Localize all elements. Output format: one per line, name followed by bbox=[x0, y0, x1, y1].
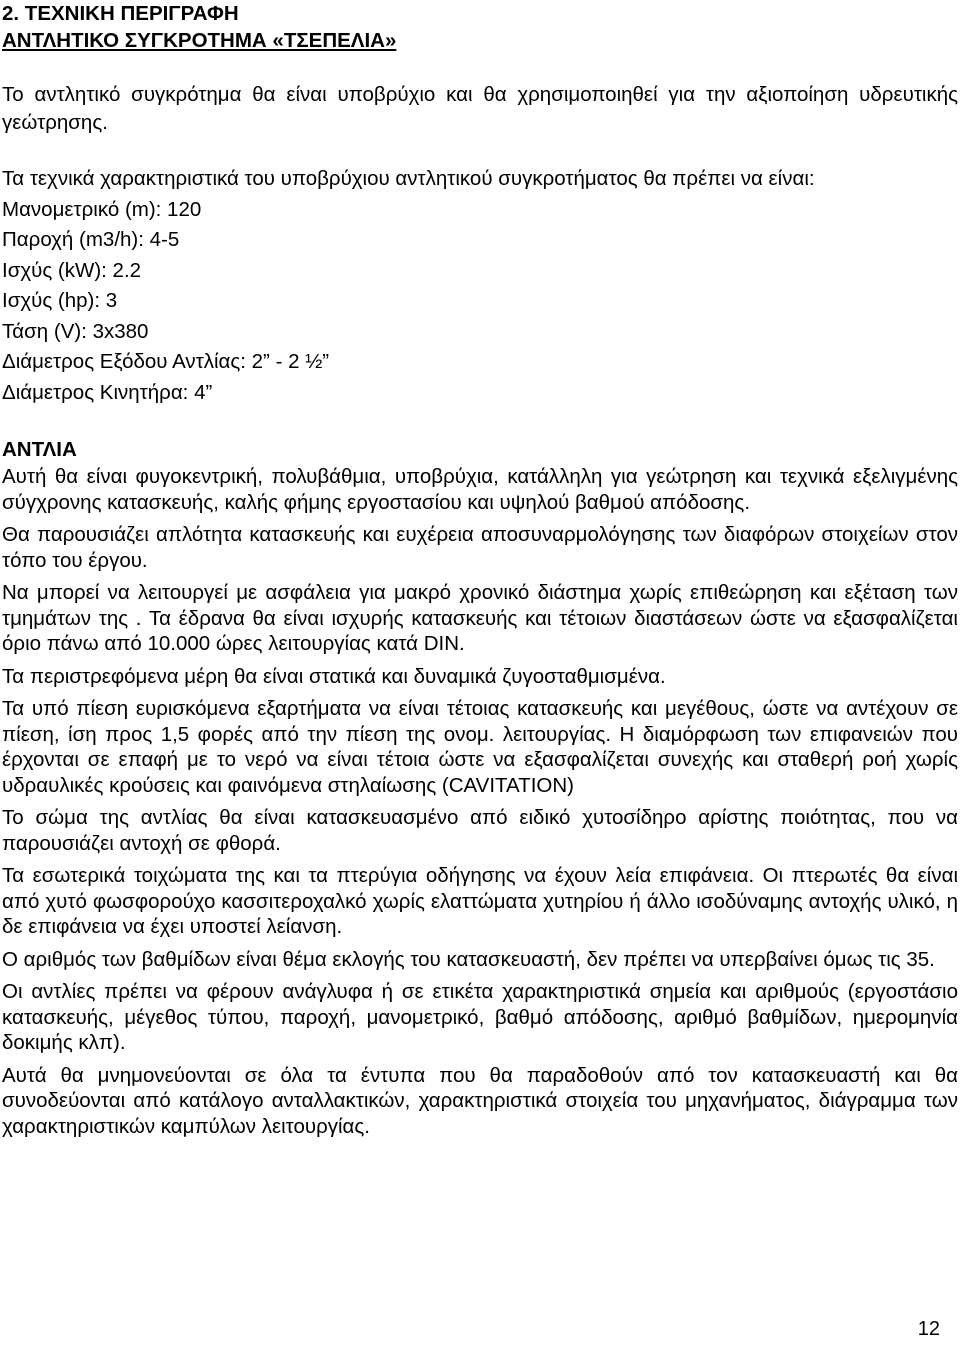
pump-section bbox=[2, 436, 958, 1139]
pump-heading: ΑΝΤΛΙΑ bbox=[2, 438, 77, 461]
spacer bbox=[2, 54, 958, 81]
spacer bbox=[2, 408, 958, 436]
pump-paragraph: Αυτή θα είναι φυγοκεντρική, πολυβάθμια, υποβρύχια, κατάλληλη για γεώτρηση και τεχνικά εξελιγμένης σύγχρονης κατασκευής, καλής φήμης εργοστασίου και υψηλού βαθμού απόδοσης. bbox=[2, 465, 958, 514]
pump-paragraph: Αυτά θα μνημονεύονται σε όλα τα έντυπα που θα παραδοθούν από τον κατασκευαστή και θα συνοδεύονται από κατάλογο ανταλλακτικών, χαρακτηριστικά στοιχεία του μηχανήματος, διάγραμμα των χαρακτηριστικών καμπύλων λειτουργίας. bbox=[2, 1063, 958, 1138]
spec-list bbox=[2, 164, 958, 408]
pump-paragraph: Το σώμα της αντλίας θα είναι κατασκευασμένο από ειδικό χυτοσίδηρο αρίστης ποιότητας, που να παρουσιάζει αντοχή σε φθορά. bbox=[2, 806, 958, 855]
pump-paragraph: Τα περιστρεφόμενα μέρη θα είναι στατικά και δυναμικά ζυγοσταθμισμένα. bbox=[2, 664, 666, 688]
spec-item: Μανομετρικό (m): 120 bbox=[2, 197, 202, 221]
spec-item: Ισχύς (kW): 2.2 bbox=[2, 258, 142, 282]
spec-item: Διάμετρος Εξόδου Αντλίας: 2” - 2 ½” bbox=[2, 350, 330, 373]
pump-paragraph: Θα παρουσιάζει απλότητα κατασκευής και ευχέρεια αποσυναρμολόγησης των διαφόρων στοιχείων στον τόπο του έργου. bbox=[2, 523, 958, 572]
spec-item: Παροχή (m3/h): 4-5 bbox=[2, 228, 180, 251]
spec-item: Διάμετρος Κινητήρα: 4” bbox=[2, 380, 213, 404]
section-title: 2. ΤΕΧΝΙΚΗ ΠΕΡΙΓΡΑΦΗ bbox=[2, 2, 239, 25]
specs-intro: Τα τεχνικά χαρακτηριστικά του υποβρύχιου αντλητικού συγκροτήματος θα πρέπει να είναι: bbox=[2, 167, 815, 190]
pump-paragraph: Ο αριθμός των βαθμίδων είναι θέμα εκλογής του κατασκευαστή, δεν πρέπει να υπερβαίνει όμως τις 35. bbox=[2, 947, 935, 971]
spacer bbox=[2, 137, 958, 164]
spec-item: Τάση (V): 3x380 bbox=[2, 319, 149, 343]
spec-item: Ισχύς (hp): 3 bbox=[2, 289, 118, 312]
pump-paragraph: Να μπορεί να λειτουργεί με ασφάλεια για μακρό χρονικό διάστημα χωρίς επιθεώρηση και εξέταση των τμημάτων της . Τα έδρανα θα είναι ισχυρής κατασκευής και τέτοιων διαστάσεων ώστε να εξασφαλίζεται όριο πάνω από 10.000 ώρες λειτουργίας κατά DIN. bbox=[2, 581, 958, 655]
pump-paragraph: Οι αντλίες πρέπει να φέρουν ανάγλυφα ή σε ετικέτα χαρακτηριστικά σημεία και αριθμούς (εργοστάσιο κατασκευής, μέγεθος τύπου, παροχή, μανομετρικό, βαθμό απόδοσης, αριθμό βαθμίδων, ημερομηνία δοκιμής κλπ). bbox=[2, 980, 958, 1054]
page-number: 12 bbox=[917, 1318, 940, 1340]
pump-paragraph: Τα υπό πίεση ευρισκόμενα εξαρτήματα να είναι τέτοιας κατασκευής και μεγέθους, ώστε να αντέχουν σε πίεση, ίση προς 1,5 φορές από την πίεση της ονομ. λειτουργίας. Η διαμόρφωση των επιφανειών που έρχονται σε επαφή με το νερό να είναι τέτοια ώστε να εξασφαλίζεται συνεχής και σταθερή ροή χωρίς υδραυλικές κρούσεις και φαινόμενα στηλαίωσης (CAVITATION) bbox=[2, 697, 958, 797]
intro-paragraph: Το αντλητικό συγκρότημα θα είναι υποβρύχιο και θα χρησιμοποιηθεί για την αξιοποίηση υδρευτικής γεώτρησης. bbox=[2, 83, 958, 134]
pump-paragraph: Τα εσωτερικά τοιχώματα της και τα πτερύγια οδήγησης να έχουν λεία επιφάνεια. Οι πτερωτές θα είναι από χυτό φωσφορούχο κασσιτεροχαλκό χωρίς ελαττώματα χυτηρίου ή άλλο ισοδύναμης αντοχής υλικό, η δε επιφάνεια να έχει υποστεί λείανση. bbox=[2, 864, 958, 938]
document-subtitle: ΑΝΤΛΗΤΙΚΟ ΣΥΓΚΡΟΤΗΜΑ «ΤΣΕΠΕΛΙΑ» bbox=[2, 29, 397, 52]
text-column bbox=[2, 0, 958, 1145]
